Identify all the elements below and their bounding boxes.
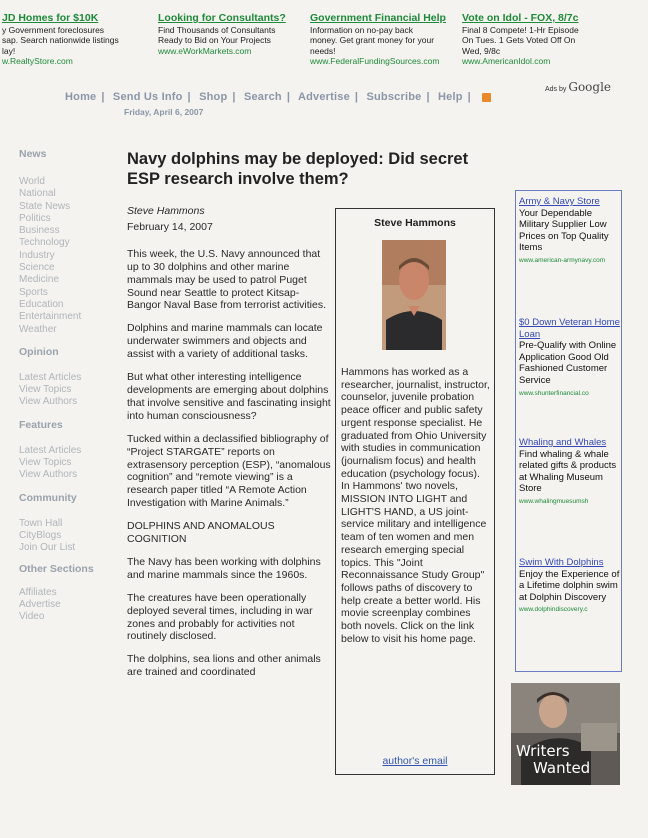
article-paragraph: But what other interesting intelligence developments are emerging about dolphins that involve sensitive and fascinating insight into human consciousness?	[127, 371, 331, 422]
google-logo: Google	[568, 80, 612, 94]
nav-home[interactable]: Home	[65, 91, 97, 103]
right-ad-2[interactable]	[519, 317, 621, 399]
writers-wanted-banner[interactable]	[511, 683, 620, 785]
nav-separator: |	[187, 91, 191, 103]
top-ad-title[interactable]: JD Homes for $10K	[2, 12, 99, 24]
nav-subscribe[interactable]: Subscribe	[366, 91, 422, 103]
right-ad-4[interactable]	[519, 557, 621, 616]
author-photo-image	[382, 240, 446, 350]
author-box	[335, 208, 495, 775]
sidebar-item-latest-articles[interactable]: Latest Articles	[19, 371, 82, 383]
sidebar-item-national[interactable]: National	[19, 188, 56, 200]
top-nav	[65, 91, 491, 103]
other-links	[19, 587, 119, 624]
writers-banner-line2: Wanted	[533, 759, 591, 777]
top-ad-title[interactable]: Looking for Consultants?	[158, 12, 286, 24]
top-ad-line: On Tues. 1 Gets Voted Off On	[462, 35, 576, 45]
sidebar-heading-news: News	[19, 148, 47, 160]
sidebar-item-technology[interactable]: Technology	[19, 237, 70, 249]
rss-icon[interactable]	[482, 93, 491, 102]
article-headline: Navy dolphins may be deployed: Did secret ESP research involve them?	[127, 150, 469, 188]
nav-send-us-info[interactable]: Send Us Info	[112, 91, 183, 103]
nav-separator: |	[101, 91, 105, 103]
nav-separator: |	[286, 91, 291, 103]
sidebar-item-town-hall[interactable]: Town Hall	[19, 517, 63, 529]
sidebar-item-politics[interactable]: Politics	[19, 212, 51, 224]
article-paragraph: The creatures have been operationally deployed several times, including in war zones and probably for activities not routinely disclosed.	[127, 591, 313, 643]
opinion-links	[19, 372, 119, 409]
sidebar-heading-community: Community	[19, 491, 77, 504]
top-ad-title[interactable]: Vote on Idol - FOX, 8/7c	[462, 12, 579, 24]
features-links	[19, 445, 119, 482]
right-ad-url[interactable]: www.whalingmuesumsh	[519, 497, 589, 505]
sidebar-item-science[interactable]: Science	[19, 262, 55, 274]
sidebar-item-view-topics[interactable]: View Topics	[19, 457, 72, 469]
sidebar-heading-opinion: Opinion	[19, 345, 59, 358]
top-ad-line: sap. Search nationwide listings	[2, 35, 119, 45]
top-ad-line: lay!	[2, 45, 16, 56]
top-ad-4[interactable]	[462, 13, 612, 67]
right-ad-text: Find whaling & whale related gifts & products at Whaling Museum Store	[519, 448, 617, 495]
nav-advertise[interactable]: Advertise	[297, 91, 350, 103]
sidebar-item-latest-articles[interactable]: Latest Articles	[19, 444, 82, 456]
top-ad-line: money. Get grant money for your	[310, 35, 435, 45]
sidebar-item-industry[interactable]: Industry	[19, 249, 55, 261]
top-ad-title[interactable]: Government Financial Help	[310, 12, 446, 24]
right-ad-text: Enjoy the Experience of a Lifetime dolphin swim at Dolphin Discovery	[519, 568, 620, 603]
nav-separator: |	[467, 91, 471, 103]
sidebar-item-sports[interactable]: Sports	[19, 286, 48, 298]
top-ad-line: Final 8 Compete! 1-Hr Episode	[462, 24, 579, 35]
right-ad-1[interactable]	[519, 196, 621, 267]
page-date: Friday, April 6, 2007	[124, 107, 204, 117]
right-ad-url[interactable]: www.american-armynavy.com	[519, 256, 606, 264]
nav-shop[interactable]: Shop	[199, 91, 228, 103]
top-ad-line: needs!	[310, 45, 336, 56]
top-ad-line: y Government foreclosures	[2, 24, 105, 35]
article-paragraph: The dolphins, sea lions and other animals are trained and coordinated	[127, 653, 321, 679]
sidebar-item-cityblogs[interactable]: CityBlogs	[19, 529, 62, 541]
right-ad-title[interactable]: Army & Navy Store	[519, 196, 600, 207]
article-paragraph: The Navy has been working with dolphins and marine mammals since the 1960s.	[127, 555, 321, 581]
nav-search[interactable]: Search	[243, 91, 282, 103]
right-ad-3[interactable]	[519, 437, 621, 508]
right-ad-title[interactable]: Whaling and Whales	[519, 437, 607, 448]
sidebar-item-video[interactable]: Video	[19, 611, 45, 623]
article-author: Steve Hammons	[127, 205, 205, 217]
right-ad-text: Pre-Qualify with Online Application Good Old Fashioned Customer Service	[519, 340, 617, 386]
top-ad-2[interactable]	[158, 13, 308, 56]
top-ad-url[interactable]: www.AmericanIdol.com	[462, 56, 551, 66]
top-ad-line: Wed, 9/8c	[462, 45, 501, 56]
right-ad-column	[515, 190, 622, 672]
nav-separator: |	[232, 91, 236, 103]
article-paragraph: This week, the U.S. Navy announced that up to 30 dolphins and other marine mammals may be used to patrol Puget Sound near Seattle to protect Kitsap-Bangor Naval Base from terrorist activities.	[127, 247, 326, 312]
nav-separator: |	[354, 91, 359, 103]
ads-by-label: Ads by	[545, 86, 567, 93]
top-ad-line: Information on no-pay back	[310, 24, 414, 35]
right-ad-title[interactable]: $0 Down Veteran Home Loan	[519, 317, 620, 340]
sidebar-item-weather[interactable]: Weather	[19, 323, 57, 335]
top-ad-3[interactable]	[310, 13, 460, 67]
article-date: February 14, 2007	[127, 220, 213, 233]
author-email-link[interactable]: author's email	[382, 755, 448, 767]
sidebar-item-education[interactable]: Education	[19, 298, 64, 310]
sidebar-item-advertise[interactable]: Advertise	[19, 598, 61, 610]
sidebar-item-business[interactable]: Business	[19, 225, 60, 237]
sidebar-item-entertainment[interactable]: Entertainment	[19, 311, 82, 323]
top-ad-1[interactable]	[2, 13, 152, 67]
news-links	[19, 176, 119, 336]
sidebar-item-affiliates[interactable]: Affiliates	[19, 586, 57, 598]
sidebar-item-join-our-list[interactable]: Join Our List	[19, 542, 76, 554]
article-paragraph: Tucked within a declassified bibliography of “Project STARGATE” reports on extrasensory perception (ESP), “anomalous cognition” and “remote viewing” is a research paper titled “A Remote Action Investigation with Marine Animals.”	[127, 432, 331, 510]
top-ad-url[interactable]: www.FederalFundingSources.com	[310, 56, 440, 66]
author-photo	[382, 240, 446, 350]
right-ad-title[interactable]: Swim With Dolphins	[519, 557, 604, 568]
writers-banner-line1: Writers	[516, 742, 570, 760]
top-ad-line: Find Thousands of Consultants	[158, 24, 276, 35]
right-ad-url[interactable]: www.dolphindiscovery.c	[519, 606, 588, 614]
top-ad-url[interactable]: w.RealtyStore.com	[2, 56, 73, 66]
sidebar-item-view-topics[interactable]: View Topics	[19, 384, 72, 396]
right-ad-text: Your Dependable Military Supplier Low Prices on Top Quality Items	[519, 207, 609, 254]
top-ad-url[interactable]: www.eWorkMarkets.com	[158, 45, 252, 56]
sidebar-heading-other-sections: Other Sections	[19, 562, 94, 575]
top-ad-line: Ready to Bid on Your Projects	[158, 35, 271, 45]
sidebar-item-view-authors[interactable]: View Authors	[19, 469, 78, 481]
right-ad-url[interactable]: www.shunterfinancial.co	[519, 389, 589, 397]
sidebar-item-world[interactable]: World	[19, 176, 45, 187]
left-sidebar	[19, 148, 119, 623]
article-subheading: DOLPHINS AND ANOMALOUS COGNITION	[127, 520, 275, 546]
nav-separator: |	[426, 91, 430, 103]
article-body	[127, 205, 332, 689]
sidebar-item-state-news[interactable]: State News	[19, 200, 71, 212]
community-links	[19, 518, 119, 555]
ads-by-google[interactable]	[545, 80, 611, 94]
nav-help[interactable]: Help	[438, 91, 463, 103]
sidebar-heading-features: Features	[19, 418, 63, 431]
author-bio: Hammons has worked as a researcher, journalist, instructor, counselor, juvenile probation peace officer and public safety urgent response specialist. He graduated from Ohio University with studies in communication (journalism focus) and health education (psychology focus). In Hammons' two novels, MISSION INTO LIGHT and LIGHT'S HAND, a US joint-service military and intelligence team of ten women and men research emerging special topics. This "Joint Reconnaissance Study Group" follows paths of discovery to help create a better world. His movie screenplay combines both novels. Click on the link below to visit his home page.	[341, 366, 490, 645]
sidebar-item-view-authors[interactable]: View Authors	[19, 396, 78, 408]
sidebar-item-medicine[interactable]: Medicine	[19, 274, 60, 286]
article-paragraph: Dolphins and marine mammals can locate underwater swimmers and objects and assist with a variety of additional tasks.	[127, 322, 323, 361]
author-box-name: Steve Hammons	[374, 217, 456, 229]
